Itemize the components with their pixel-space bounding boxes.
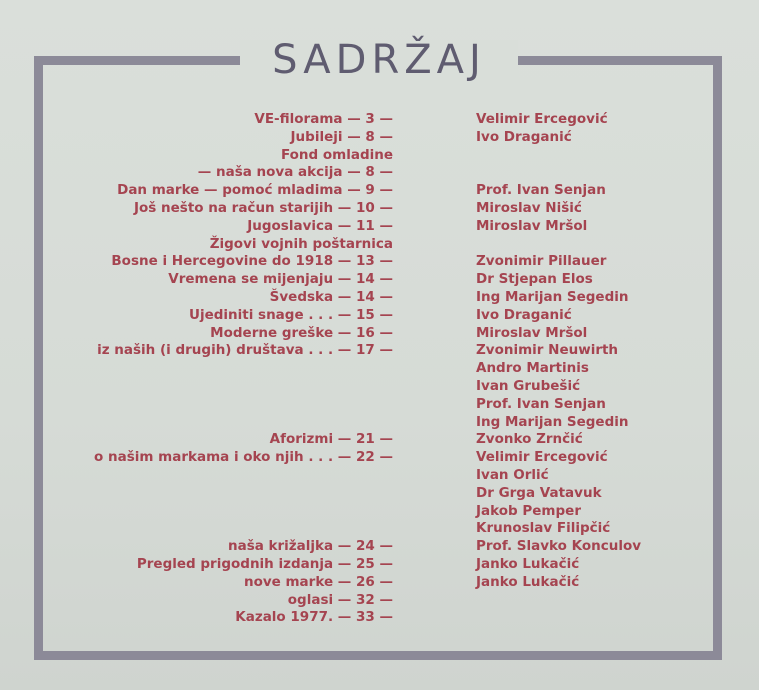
entry-title: Bosne i Hercegovine do 1918 — 13 — (111, 253, 393, 270)
entry-author: Jakob Pemper (476, 502, 581, 519)
entry-author: Zvonko Zrnčić (476, 431, 583, 448)
entry-author: Dr Stjepan Elos (476, 271, 593, 288)
entry-title: Kazalo 1977. — 33 — (235, 609, 393, 626)
toc-entry (0, 235, 759, 253)
toc-entry (0, 448, 759, 466)
entry-author: Prof. Slavko Konculov (476, 538, 642, 555)
toc-entry (0, 217, 759, 235)
entry-author: Zvonimir Neuwirth (476, 342, 619, 359)
toc-entry (0, 163, 759, 181)
entry-author: Ivo Draganić (476, 128, 572, 145)
entry-title: Žigovi vojnih poštarnica (209, 235, 393, 252)
toc-entry (0, 199, 759, 217)
toc-entry (0, 537, 759, 555)
toc-entry (0, 181, 759, 199)
toc-entry (0, 110, 759, 128)
entry-title: Moderne greške — 16 — (210, 324, 393, 341)
entry-title: Dan marke — pomoć mladima — 9 — (117, 182, 393, 199)
toc-entry (0, 484, 759, 502)
toc-entry (0, 502, 759, 520)
entry-title: Fond omladine (280, 146, 393, 163)
entry-author: Velimir Ercegović (476, 449, 608, 466)
entry-author: Zvonimir Pillauer (476, 253, 607, 270)
toc-entry (0, 359, 759, 377)
entry-title: Aforizmi — 21 — (269, 431, 393, 448)
entry-title: VE-filorama — 3 — (254, 111, 393, 127)
entry-author: Velimir Ercegović (476, 111, 608, 127)
entry-title: Vremena se mijenjaju — 14 — (168, 271, 393, 288)
toc-entry (0, 519, 759, 537)
page-title: SADRŽAJ (272, 37, 486, 83)
entry-title: Jugoslavica — 11 — (247, 217, 393, 234)
toc-entry (0, 413, 759, 431)
toc-entry (0, 288, 759, 306)
entry-title: iz naših (i drugih) društava . . . — 17 — (97, 342, 393, 359)
toc-entry (0, 573, 759, 591)
entry-author: Ing Marijan Segedin (476, 289, 629, 305)
entry-author: Ing Marijan Segedin (476, 413, 629, 430)
entry-title: Pregled prigodnih izdanja — 25 — (136, 556, 393, 572)
entry-author: Prof. Ivan Senjan (476, 182, 606, 199)
entry-author: Ivan Orlić (476, 467, 549, 483)
toc-entry (0, 608, 759, 626)
entry-author: Krunoslav Filipčić (476, 520, 611, 537)
entry-author: Miroslav Mršol (476, 324, 588, 341)
entry-title: Još nešto na račun starijih — 10 — (133, 200, 393, 216)
entry-title: oglasi — 32 — (287, 591, 393, 608)
entry-title: naša križaljka — 24 — (227, 538, 393, 555)
toc-entry (0, 324, 759, 342)
entry-title: o našim markama i oko njih . . . — 22 — (94, 449, 393, 466)
toc-entry (0, 377, 759, 395)
entry-author: Ivo Draganić (476, 306, 572, 323)
entry-author: Prof. Ivan Senjan (476, 395, 606, 412)
entry-author: Miroslav Nišić (476, 200, 582, 216)
toc-entry (0, 430, 759, 448)
toc-entry (0, 395, 759, 413)
entry-author: Andro Martinis (476, 360, 589, 377)
entry-title: Švedska — 14 — (269, 289, 393, 305)
toc-entry (0, 252, 759, 270)
toc-entry (0, 341, 759, 359)
entry-author: Miroslav Mršol (476, 217, 588, 234)
toc-entry (0, 466, 759, 484)
toc-entry (0, 270, 759, 288)
entry-author: Janko Lukačić (476, 556, 580, 572)
entry-author: Dr Grga Vatavuk (476, 484, 602, 501)
toc-entry (0, 555, 759, 573)
entry-author: Janko Lukačić (476, 573, 580, 590)
entry-title: Ujediniti snage . . . — 15 — (188, 306, 393, 323)
toc-entry (0, 146, 759, 164)
toc-entry (0, 591, 759, 609)
toc-entry (0, 306, 759, 324)
entry-title: — naša nova akcija — 8 — (197, 164, 393, 181)
toc-entry (0, 128, 759, 146)
entry-title: nove marke — 26 — (243, 573, 393, 590)
entry-author: Ivan Grubešić (476, 378, 581, 394)
entry-title: Jubileji — 8 — (290, 128, 393, 145)
